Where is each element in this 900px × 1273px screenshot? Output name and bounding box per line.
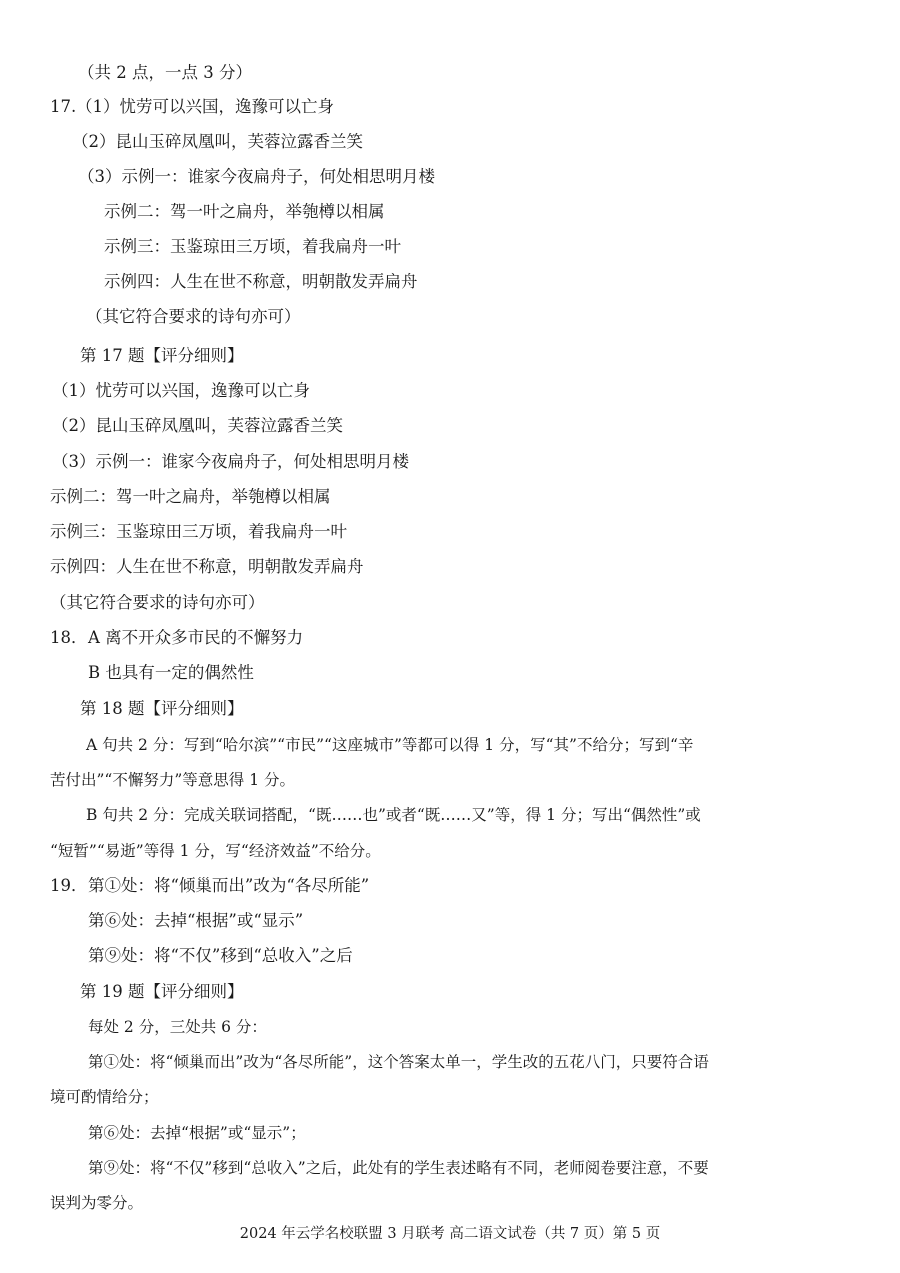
q17-answer-2: （2）昆山玉碎凤凰叫，芙蓉泣露香兰笑: [72, 132, 363, 151]
q19-rubric-9-line2: 误判为零分。: [50, 1194, 144, 1212]
q19-answer-9: 第⑨处：将“不仅”移到“总收入”之后: [88, 946, 353, 965]
page-footer: 2024 年云学名校联盟 3 月联考 高二语文试卷（共 7 页）第 5 页: [239, 1226, 661, 1242]
q17-example-3: 示例三：玉鉴琼田三万顷，着我扁舟一叶: [104, 237, 401, 256]
q17-example-2: 示例二：驾一叶之扁舟，举匏樽以相属: [104, 202, 385, 221]
q17-answer-1: （1）忧劳可以兴国，逸豫可以亡身: [76, 97, 334, 116]
q18-rubric-a-line1: A 句共 2 分：写到“哈尔滨”“市民”“这座城市”等都可以得 1 分，写“其”不给分；写到“辛: [86, 736, 694, 754]
q19-number: 19．: [50, 876, 88, 895]
q17-answer-3: （3）示例一：谁家今夜扁舟子，何处相思明月楼: [78, 167, 435, 186]
q17-rubric-example-2: 示例二：驾一叶之扁舟，举匏樽以相属: [50, 487, 331, 506]
q18-rubric-b-line1: B 句共 2 分：完成关联词搭配，“既……也”或者“既……又”等，得 1 分；写出“偶然性”或: [86, 806, 701, 824]
q17-number: 17.: [50, 97, 77, 116]
q19-answer-1: 第①处：将“倾巢而出”改为“各尽所能”: [88, 876, 370, 895]
q18-number: 18．: [50, 628, 88, 647]
q19-rubric-1-line2: 境可酌情给分；: [50, 1088, 159, 1106]
q18-rubric-b-line2: “短暂”“易逝”等得 1 分，写“经济效益”不给分。: [50, 842, 381, 860]
q19-answer-6: 第⑥处：去掉“根据”或“显示”: [88, 911, 304, 930]
q19-rubric-9-line1: 第⑨处：将“不仅”移到“总收入”之后，此处有的学生表述略有不同，老师阅卷要注意，不要: [88, 1159, 709, 1177]
q18-rubric-a-line2: 苦付出”“不懈努力”等意思得 1 分。: [50, 771, 295, 789]
q17-rubric-example-4: 示例四：人生在世不称意，明朝散发弄扁舟: [50, 557, 364, 576]
q17-rubric-title: 第 17 题【评分细则】: [80, 346, 244, 365]
q19-rubric-score: 每处 2 分，三处共 6 分：: [88, 1018, 267, 1036]
q17-rubric-1: （1）忧劳可以兴国，逸豫可以亡身: [52, 381, 310, 400]
q18-answer-b: B 也具有一定的偶然性: [88, 663, 254, 682]
q19-rubric-title: 第 19 题【评分细则】: [80, 982, 244, 1001]
q17-rubric-other: （其它符合要求的诗句亦可）: [50, 593, 265, 612]
q17-rubric-3: （3）示例一：谁家今夜扁舟子，何处相思明月楼: [52, 452, 409, 471]
q19-rubric-1-line1: 第①处：将“倾巢而出”改为“各尽所能”，这个答案太单一，学生改的五花八门，只要符合语: [88, 1053, 709, 1071]
q18-answer-a: A 离不开众多市民的不懈努力: [88, 628, 304, 647]
top-note: （共 2 点，一点 3 分）: [78, 63, 252, 82]
q17-rubric-2: （2）昆山玉碎凤凰叫，芙蓉泣露香兰笑: [52, 416, 343, 435]
q18-rubric-title: 第 18 题【评分细则】: [80, 699, 244, 718]
q17-rubric-example-3: 示例三：玉鉴琼田三万顷，着我扁舟一叶: [50, 522, 347, 541]
q17-example-4: 示例四：人生在世不称意，明朝散发弄扁舟: [104, 272, 418, 291]
q19-rubric-6: 第⑥处：去掉“根据”或“显示”；: [88, 1124, 306, 1142]
q17-other-note: （其它符合要求的诗句亦可）: [86, 307, 301, 326]
